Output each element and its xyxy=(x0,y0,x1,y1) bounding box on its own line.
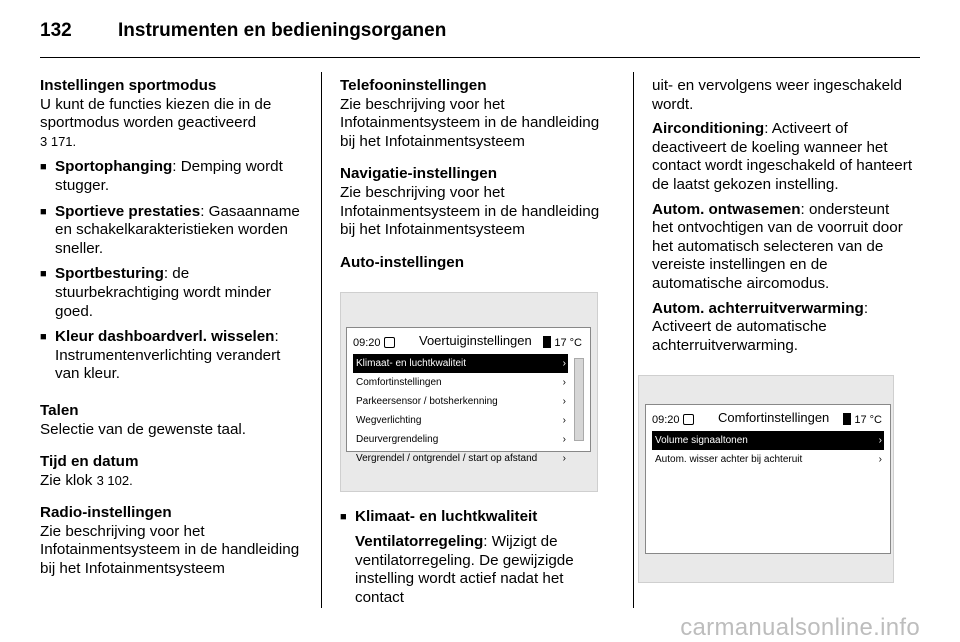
section-sportmodus xyxy=(40,77,306,384)
section-text: U kunt de functies kiezen die in de sportmodus worden geactiveerd xyxy=(40,95,272,132)
section-text: Autom. achterruitverwarming: Activeert de automatische achterruitverwarming. xyxy=(652,299,869,354)
list-item: ■ Sportophanging: Demping wordt stugger. xyxy=(40,158,306,195)
screenshot-vehicle-settings xyxy=(340,292,598,492)
display-screen xyxy=(645,404,891,554)
settings-icon xyxy=(683,414,694,425)
section-text: Zie klok xyxy=(40,471,93,489)
chevron-right-icon: › xyxy=(562,377,566,389)
chevron-right-icon: › xyxy=(878,435,882,447)
section-title: Instellingen sportmodus xyxy=(40,77,217,94)
page-title: Instrumenten en bedieningsorganen xyxy=(118,20,447,41)
section-text: Airconditioning: Activeert of deactiveert de koeling wanneer het contact wordt ingeschakeld of hanteert de laatst gekozen instelling. xyxy=(652,120,913,193)
section-radio xyxy=(40,504,306,578)
section-title: Tijd en datum xyxy=(40,453,139,471)
menu-item[interactable]: Wegverlichting › xyxy=(353,411,568,430)
page-reference: 3 102. xyxy=(96,472,133,488)
page-reference: 3 171. xyxy=(40,133,77,149)
section-text: Zie beschrijving voor het Infotainmentsysteem in de handleiding bij het Infotainmentsysteem xyxy=(40,522,300,578)
chevron-right-icon: › xyxy=(562,453,566,465)
thermometer-icon xyxy=(843,413,851,425)
display-temp: 17 °C xyxy=(843,411,882,430)
section-text: Autom. ontwasemen: ondersteunt het ontvochtigen van de voorruit door het automatisch selecteren van de vereiste instellingen en de automatische aircomodus. xyxy=(652,200,903,292)
section-title: Radio-instellingen xyxy=(40,504,172,522)
chevron-right-icon: › xyxy=(878,454,882,466)
chevron-right-icon: › xyxy=(562,415,566,427)
column-3 xyxy=(652,77,914,583)
section-title: Auto-instellingen xyxy=(340,253,465,271)
section-title: Talen xyxy=(40,401,79,419)
column-1 xyxy=(40,77,306,593)
section-text: Zie beschrijving voor het Infotainmentsysteem in de handleiding bij het Infotainmentsysteem xyxy=(340,95,600,150)
section-text: Zie beschrijving voor het Infotainmentsysteem in de handleiding bij het Infotainmentsysteem xyxy=(340,183,600,239)
chevron-right-icon: › xyxy=(562,434,566,446)
chevron-right-icon: › xyxy=(562,396,566,408)
menu-item[interactable]: Autom. wisser achter bij achteruit › xyxy=(652,450,884,469)
menu-list xyxy=(353,354,568,468)
menu-item[interactable]: Klimaat- en luchtkwaliteit › xyxy=(353,354,568,373)
watermark: carmanualsonline.info xyxy=(680,614,920,641)
menu-list xyxy=(652,431,884,469)
display-screen xyxy=(346,327,591,465)
section-text: Selectie van de gewenste taal. xyxy=(40,420,247,438)
list-item: ■ Klimaat- en luchtkwaliteit xyxy=(340,508,606,527)
display-title: Voertuiginstellingen xyxy=(419,333,532,349)
menu-item[interactable]: Deurvergrendeling › xyxy=(353,430,568,449)
menu-item[interactable]: Volume signaaltonen › xyxy=(652,431,884,450)
menu-item[interactable]: Parkeersensor / botsherkenning › xyxy=(353,392,568,411)
settings-icon xyxy=(384,337,395,348)
list-item-text: Ventilatorregeling: Wijzigt de ventilatorregeling. De gewijzigde instelling wordt actief nadat het contact xyxy=(355,532,574,606)
section-navigatie xyxy=(340,165,606,239)
page-header xyxy=(40,20,446,42)
column-2 xyxy=(340,77,606,607)
scrollbar[interactable] xyxy=(574,358,584,441)
list-item: ■ Kleur dashboardverl. wisselen: Instrumentenverlichting verandert van kleur. xyxy=(40,328,306,384)
header-rule xyxy=(40,57,920,58)
display-clock: 09:20 xyxy=(353,334,395,353)
thermometer-icon xyxy=(543,336,551,348)
list-item: ■ Sportbesturing: de stuurbekrachtiging wordt minder goed. xyxy=(40,265,306,321)
section-telefoon xyxy=(340,77,606,151)
section-title: Navigatie-instellingen xyxy=(340,165,497,183)
section-talen xyxy=(40,402,306,439)
chevron-right-icon: › xyxy=(562,358,566,370)
display-top-bar xyxy=(347,328,590,352)
screenshot-comfort-settings xyxy=(638,375,894,583)
section-text: uit- en vervolgens weer ingeschakeld wordt. xyxy=(652,77,902,113)
section-tijd xyxy=(40,453,306,490)
column-divider xyxy=(321,72,322,608)
list-item: ■ Sportieve prestaties: Gasaanname en schakelkarakteristieken worden sneller. xyxy=(40,203,306,259)
section-title: Telefooninstellingen xyxy=(340,77,487,94)
section-auto xyxy=(340,254,606,273)
column-divider xyxy=(633,72,634,608)
menu-item[interactable]: Comfortinstellingen › xyxy=(353,373,568,392)
display-clock: 09:20 xyxy=(652,411,694,430)
display-title: Comfortinstellingen xyxy=(718,410,830,426)
menu-item[interactable]: Vergrendel / ontgrendel / start op afstand › xyxy=(353,449,568,468)
display-top-bar xyxy=(646,405,890,429)
display-temp: 17 °C xyxy=(543,334,582,353)
page-number: 132 xyxy=(40,20,72,41)
